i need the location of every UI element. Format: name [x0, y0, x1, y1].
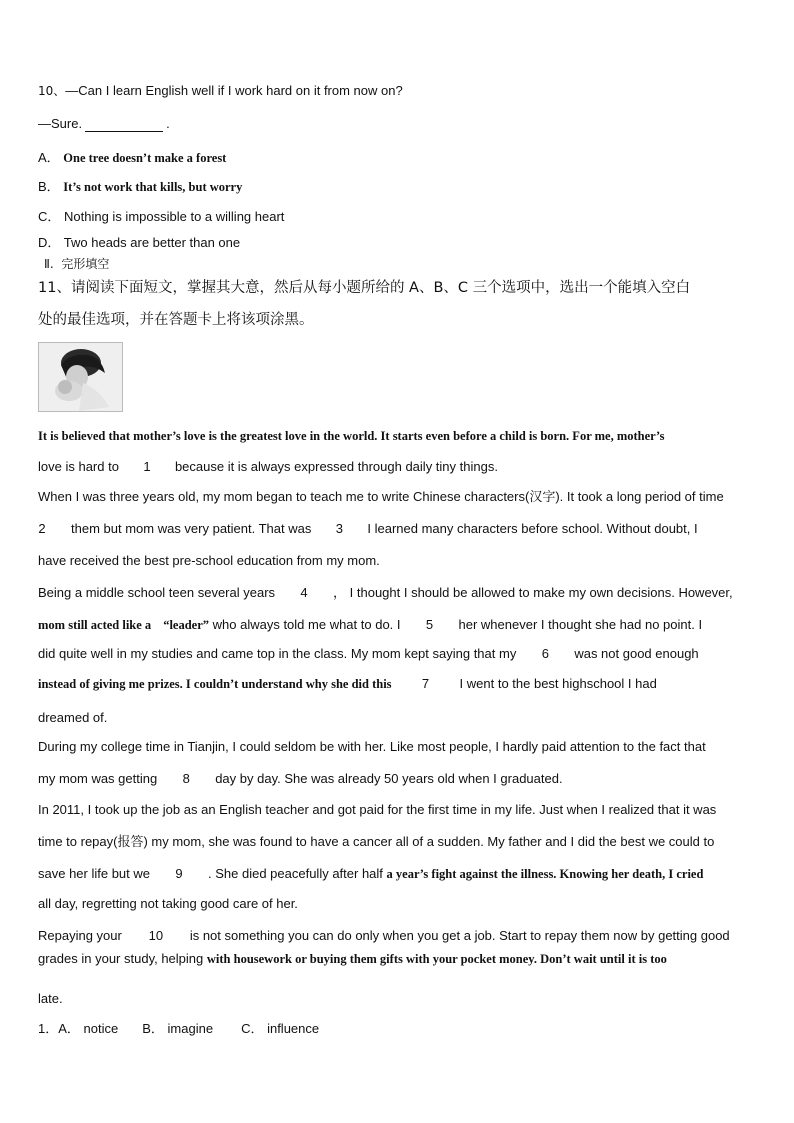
passage-line-13: In 2011, I took up the job as an English teacher and got paid for the first time in my life. Just when I realized that it was [38, 802, 717, 817]
option-label: B． [38, 179, 60, 194]
q11-instruction: 请阅读下面短文，掌握其大意，然后从每小题所给的 A、B、C 三个选项中，选出一个能填入空白 [70, 280, 691, 296]
option-text: Nothing is impossible to a willing heart [64, 209, 285, 224]
q10-option-c[interactable] [38, 209, 284, 225]
passage-line-9: instead of giving me prizes. I couldn’t understand why she did this 7 I went to the best highschool I had [38, 676, 657, 691]
passage-line-5: have received the best pre-school education from my mom. [38, 553, 380, 568]
passage-line-1: It is believed that mother’s love is the greatest love in the world. It starts even before a child is born. For me, mother’s [38, 429, 665, 443]
blank-9[interactable]: 9 [175, 866, 183, 881]
section-title: 完形填空 [61, 257, 110, 271]
passage-line-6: Being a middle school teen several years 4 ， I thought I should be allowed to make my own decisions. However, [38, 585, 733, 600]
q10-answer-line [38, 116, 170, 132]
answer-1-option-b[interactable]: B． imagine [142, 1021, 214, 1036]
q10-number: 10、 [38, 84, 66, 98]
passage-line-8: did quite well in my studies and came top in the class. My mom kept saying that my 6 was not good enough [38, 646, 699, 661]
passage-line-15: save her life but we 9 . She died peacefully after half a year’s fight against the illness. Knowing her death, I cried [38, 866, 704, 881]
option-label: C． [38, 209, 61, 224]
option-label: D． [38, 235, 61, 250]
mother-child-photo [38, 342, 123, 412]
passage-line-10: dreamed of. [38, 710, 108, 725]
blank-4[interactable]: 4 [300, 585, 308, 600]
q10-option-d[interactable] [38, 235, 240, 251]
q11-instruction-line2: 处的最佳选项，并在答题卡上将该项涂黑。 [38, 312, 314, 328]
answer-1-option-a[interactable]: A． notice [58, 1021, 119, 1036]
passage-line-11: During my college time in Tianjin, I could seldom be with her. Like most people, I hardly paid attention to the fact that [38, 739, 706, 754]
passage-line-18: grades in your study, helping with housework or buying them gifts with your pocket money. Don’t wait until it is too [38, 951, 667, 966]
option-text: Two heads are better than one [63, 235, 241, 250]
blank-7[interactable]: 7 [421, 676, 430, 691]
q10-option-b[interactable] [38, 179, 242, 195]
passage-line-3: When I was three years old, my mom began to teach me to write Chinese characters(汉字). It took a long period of time [38, 489, 724, 504]
passage-line-14: time to repay(报答) my mom, she was found to have a cancer all of a sudden. My father and I did the best we could to [38, 834, 715, 849]
answer-number: 1． [38, 1021, 59, 1036]
q10-option-a[interactable] [38, 150, 226, 166]
option-text: One tree doesn’t make a forest [63, 151, 227, 165]
q11-number: 11、 [38, 280, 71, 296]
passage-line-4: 2 them but mom was very patient. That was 3 I learned many characters before school. Without doubt, I [38, 521, 698, 536]
blank-10[interactable]: 10 [148, 928, 164, 943]
passage-line-16: all day, regretting not taking good care of her. [38, 896, 298, 911]
blank-5[interactable]: 5 [425, 617, 434, 632]
blank-8[interactable]: 8 [182, 771, 190, 786]
section-heading [44, 256, 109, 272]
q10-answer-prefix: —Sure. [38, 116, 83, 131]
q10-question-line [38, 83, 403, 99]
blank-6[interactable]: 6 [541, 646, 549, 661]
photo-illustration [39, 343, 122, 411]
passage-line-2: love is hard to 1 because it is always expressed through daily tiny things. [38, 459, 498, 474]
option-label: A． [38, 150, 60, 165]
passage-line-7: mom still acted like a “leader” who always told me what to do. I 5 her whenever I thought she had no point. I [38, 617, 703, 632]
passage-line-17: Repaying your 10 is not something you can do only when you get a job. Start to repay them now by getting good [38, 928, 730, 943]
q11-instruction-line1 [38, 280, 690, 296]
passage-line-19: late. [38, 991, 63, 1006]
option-text: It’s not work that kills, but worry [63, 180, 243, 194]
answer-1-option-c[interactable]: C． influence [241, 1021, 320, 1036]
blank-3[interactable]: 3 [335, 521, 343, 536]
blank-2[interactable]: 2 [38, 521, 46, 536]
passage-line-12: my mom was getting 8 day by day. She was already 50 years old when I graduated. [38, 771, 563, 786]
blank-1[interactable]: 1 [143, 459, 151, 474]
section-number: Ⅱ. [44, 257, 54, 271]
answer-1-options [38, 1021, 319, 1037]
q10-question: —Can I learn English well if I work hard on it from now on? [65, 83, 403, 98]
q10-answer-blank[interactable] [85, 118, 163, 132]
q10-answer-suffix: . [166, 116, 170, 131]
